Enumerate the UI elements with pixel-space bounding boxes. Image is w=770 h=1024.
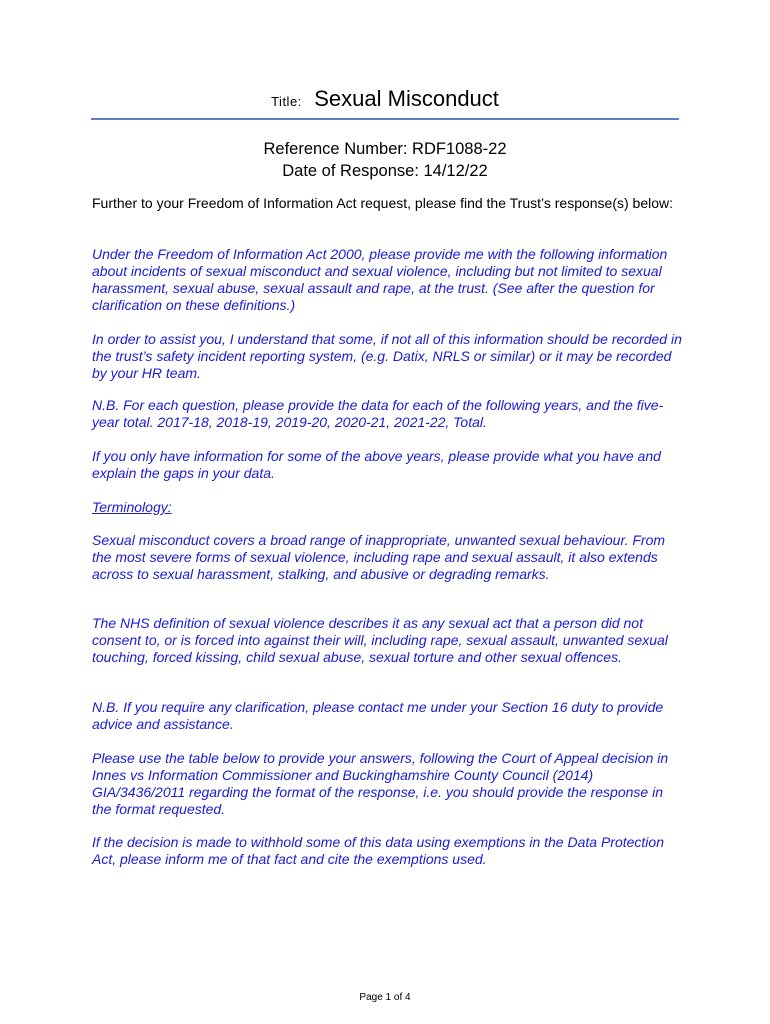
- response-date: Date of Response: 14/12/22: [282, 162, 488, 180]
- request-paragraph-table: Please use the table below to provide your answers, following the Court of Appeal decision in Innes vs Information Commissioner and Buckinghamshire County Council (2014) GIA/3436/2011 regarding the format of the response, i.e. you should provide the response in the format requested.: [92, 750, 669, 817]
- page-number: Page 1 of 4: [359, 992, 411, 1003]
- title-divider: [91, 118, 679, 120]
- title-row: [0, 86, 770, 112]
- request-paragraph-foi: Under the Freedom of Information Act 2000, please provide me with the following information about incidents of sexual misconduct and sexual violence, including but not limited to sexual harassment, sexual abuse, sexual assault and rape, at the trust. (See after the question for clarification on these definitions.): [92, 246, 668, 313]
- terminology-heading: [92, 499, 682, 516]
- request-paragraph-clarification: N.B. If you require any clarification, please contact me under your Section 16 duty to provide advice and assistance.: [92, 699, 664, 732]
- terminology-heading-text: Terminology:: [92, 499, 172, 515]
- request-paragraph-exemptions: If the decision is made to withhold some of this data using exemptions in the Data Protection Act, please inform me of that fact and cite the exemptions used.: [92, 834, 664, 867]
- reference-number: Reference Number: RDF1088-22: [263, 140, 507, 158]
- definition-sexual-misconduct: Sexual misconduct covers a broad range of inappropriate, unwanted sexual behaviour. From the most severe forms of sexual violence, including rape and sexual assault, it also extends across to sexual harassment, stalking, and abusive or degrading remarks.: [92, 532, 666, 582]
- reference-block: [0, 138, 770, 182]
- document-title: Sexual Misconduct: [314, 86, 499, 111]
- request-paragraph-assist: In order to assist you, I understand that some, if not all of this information should be recorded in the trust’s safety incident reporting system, (e.g. Datix, NRLS or similar) or it may be recorded by your HR team.: [92, 331, 682, 381]
- intro-paragraph: Further to your Freedom of Information Act request, please find the Trust’s response(s) below:: [92, 195, 674, 211]
- title-label: Title:: [271, 94, 302, 109]
- definition-sexual-violence: The NHS definition of sexual violence describes it as any sexual act that a person did not consent to, or is forced into against their will, including rape, sexual assault, unwanted sexual touching, forced kissing, child sexual abuse, sexual torture and other sexual offences.: [92, 615, 668, 665]
- request-paragraph-gaps: If you only have information for some of the above years, please provide what you have and explain the gaps in your data.: [92, 448, 661, 481]
- request-paragraph-years: N.B. For each question, please provide the data for each of the following years, and the five-year total. 2017-18, 2018-19, 2019-20, 2020-21, 2021-22, Total.: [92, 397, 664, 430]
